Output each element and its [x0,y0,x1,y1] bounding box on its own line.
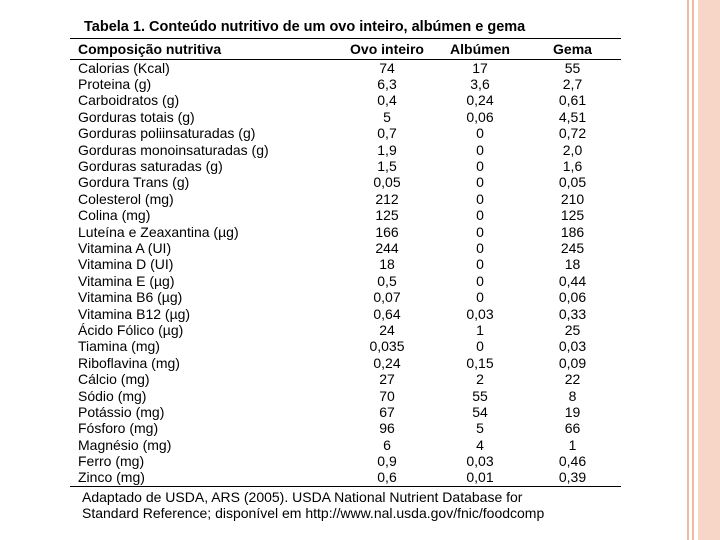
cell-albumen: 1 [476,321,484,338]
cell-albumen: 0 [476,190,484,207]
cell-nutrient: Gorduras totais (g) [78,108,195,125]
cell-nutrient: Vitamina D (UI) [78,256,174,273]
table-row [70,93,621,109]
cell-gema: 0,33 [558,305,587,322]
cell-gema: 210 [560,190,585,207]
cell-nutrient: Tiamina (mg) [78,338,160,355]
source-note [82,489,642,521]
cell-ovo-inteiro: 244 [375,239,399,256]
cell-gema: 245 [560,239,585,256]
cell-nutrient: Cálcio (mg) [78,371,150,388]
cell-ovo-inteiro: 70 [379,387,395,404]
table-row [70,453,621,469]
source-line: Adaptado de USDA, ARS (2005). USDA National Nutrient Database for [82,489,523,506]
cell-gema: 1 [568,436,577,453]
nutrition-table-document [70,16,630,521]
cell-ovo-inteiro: 0,24 [373,354,401,371]
table-row [70,208,621,224]
cell-albumen: 54 [472,403,488,420]
cell-gema: 125 [560,207,585,224]
cell-nutrient: Vitamina B6 (µg) [78,289,183,306]
cell-albumen: 0 [476,272,484,289]
table-row [70,470,621,487]
cell-nutrient: Carboidratos (g) [78,92,180,109]
cell-ovo-inteiro: 125 [375,207,399,224]
table-row [70,421,621,437]
cell-nutrient: Calorias (Kcal) [78,59,170,76]
cell-nutrient: Vitamina B12 (µg) [78,305,191,322]
table-row [70,191,621,207]
cell-albumen: 0,03 [466,453,494,470]
cell-ovo-inteiro: 24 [379,321,395,338]
cell-ovo-inteiro: 0,7 [377,125,397,142]
cell-ovo-inteiro: 5 [383,108,391,125]
table-title: Tabela 1. Conteúdo nutritivo de um ovo inteiro, albúmen e gema [84,19,526,35]
cell-ovo-inteiro: 0,05 [373,174,401,191]
cell-nutrient: Sódio (mg) [78,387,147,404]
cell-albumen: 2 [476,371,484,388]
table-row [70,142,621,158]
table-row [70,224,621,240]
nutrition-table [70,38,621,487]
cell-ovo-inteiro: 166 [375,223,399,240]
cell-ovo-inteiro: 6 [383,436,391,453]
cell-albumen: 0,06 [466,108,494,125]
table-row [70,289,621,305]
cell-gema: 186 [560,223,585,240]
table-row [70,76,621,92]
cell-gema: 2,0 [562,141,583,158]
header-albumen: Albúmen [436,39,524,60]
cell-gema: 0,06 [558,289,587,306]
cell-gema: 55 [564,59,581,76]
cell-albumen: 0 [476,338,484,355]
cell-ovo-inteiro: 27 [379,371,395,388]
header-composicao: Composição nutritiva [70,39,338,60]
cell-nutrient: Riboflavina (mg) [78,354,180,371]
cell-nutrient: Gordura Trans (g) [78,174,190,191]
cell-nutrient: Fósforo (mg) [78,420,159,437]
cell-gema: 0,05 [558,174,587,191]
cell-albumen: 0 [476,125,484,142]
cell-gema: 0,03 [558,338,587,355]
cell-albumen: 0 [476,289,484,306]
table-body [70,60,621,487]
border-line [687,0,689,540]
table-row [70,371,621,387]
cell-ovo-inteiro: 18 [379,256,395,273]
cell-nutrient: Gorduras saturadas (g) [78,158,223,175]
cell-ovo-inteiro: 0,035 [369,338,405,355]
cell-albumen: 0 [476,256,484,273]
table-row [70,322,621,338]
table-row [70,339,621,355]
cell-gema: 2,7 [562,76,583,93]
cell-nutrient: Ácido Fólico (µg) [78,321,184,338]
table-row [70,240,621,256]
cell-ovo-inteiro: 6,3 [377,76,397,93]
cell-albumen: 0,01 [436,470,524,487]
cell-gema: 0,72 [558,125,587,142]
cell-nutrient: Colesterol (mg) [78,190,174,207]
cell-nutrient: Colina (mg) [78,207,151,224]
table-row [70,158,621,174]
cell-nutrient: Proteina (g) [78,76,152,93]
cell-gema: 0,09 [558,354,587,371]
table-row [70,257,621,273]
source-line: Standard Reference; disponível em http://www.nal.usda.gov/fnic/foodcomp [82,505,545,522]
cell-albumen: 0 [476,207,484,224]
cell-ovo-inteiro: 96 [379,420,395,437]
cell-nutrient: Magnésio (mg) [78,436,172,453]
decorative-right-border [683,0,720,540]
cell-albumen: 3,6 [470,76,490,93]
table-row [70,306,621,322]
cell-ovo-inteiro: 1,5 [377,158,397,175]
cell-albumen: 17 [472,59,488,76]
cell-ovo-inteiro: 212 [375,190,399,207]
cell-gema: 0,46 [558,453,587,470]
cell-nutrient: Luteína e Zeaxantina (µg) [78,223,239,240]
cell-albumen: 0 [476,174,484,191]
table-header-row [70,39,621,60]
cell-albumen: 4 [476,436,484,453]
cell-ovo-inteiro: 0,07 [373,289,401,306]
cell-gema: 0,44 [558,272,587,289]
cell-nutrient: Vitamina E (µg) [78,272,175,289]
header-ovo-inteiro: Ovo inteiro [338,39,436,60]
cell-gema: 18 [564,256,581,273]
table-row [70,355,621,371]
table-row [70,388,621,404]
cell-albumen: 0,03 [466,305,494,322]
cell-nutrient: Vitamina A (UI) [78,239,172,256]
cell-albumen: 55 [472,387,488,404]
cell-albumen: 0 [476,141,484,158]
cell-gema: 19 [564,403,581,420]
cell-gema: 25 [564,321,581,338]
cell-ovo-inteiro: 0,64 [373,305,401,322]
cell-albumen: 0,15 [466,354,494,371]
cell-nutrient: Potássio (mg) [78,403,165,420]
cell-ovo-inteiro: 0,9 [377,453,397,470]
cell-albumen: 0,24 [466,92,494,109]
cell-ovo-inteiro: 0,4 [377,92,397,109]
cell-gema: 22 [564,371,581,388]
cell-ovo-inteiro: 0,5 [377,272,397,289]
table-row [70,437,621,453]
cell-gema: 0,39 [524,470,621,487]
cell-gema: 8 [568,387,577,404]
cell-albumen: 5 [476,420,484,437]
cell-ovo-inteiro: 67 [379,403,395,420]
cell-gema: 1,6 [562,158,583,175]
table-row [70,404,621,420]
cell-ovo-inteiro: 1,9 [377,141,397,158]
cell-nutrient: Gorduras monoinsaturadas (g) [78,141,269,158]
cell-albumen: 0 [476,158,484,175]
table-row [70,273,621,289]
cell-gema: 66 [564,420,581,437]
cell-gema: 4,51 [558,108,587,125]
cell-nutrient: Ferro (mg) [78,453,145,470]
cell-gema: 0,61 [558,92,587,109]
cell-albumen: 0 [476,223,484,240]
header-gema: Gema [524,39,621,60]
border-line [692,0,694,540]
cell-nutrient: Zinco (mg) [70,470,338,487]
table-row [70,175,621,191]
table-row [70,60,621,77]
cell-ovo-inteiro: 74 [379,59,395,76]
cell-albumen: 0 [476,239,484,256]
table-row [70,126,621,142]
table-row [70,109,621,125]
cell-nutrient: Gorduras poliinsaturadas (g) [78,125,256,142]
border-band [698,0,720,540]
cell-ovo-inteiro: 0,6 [338,470,436,487]
